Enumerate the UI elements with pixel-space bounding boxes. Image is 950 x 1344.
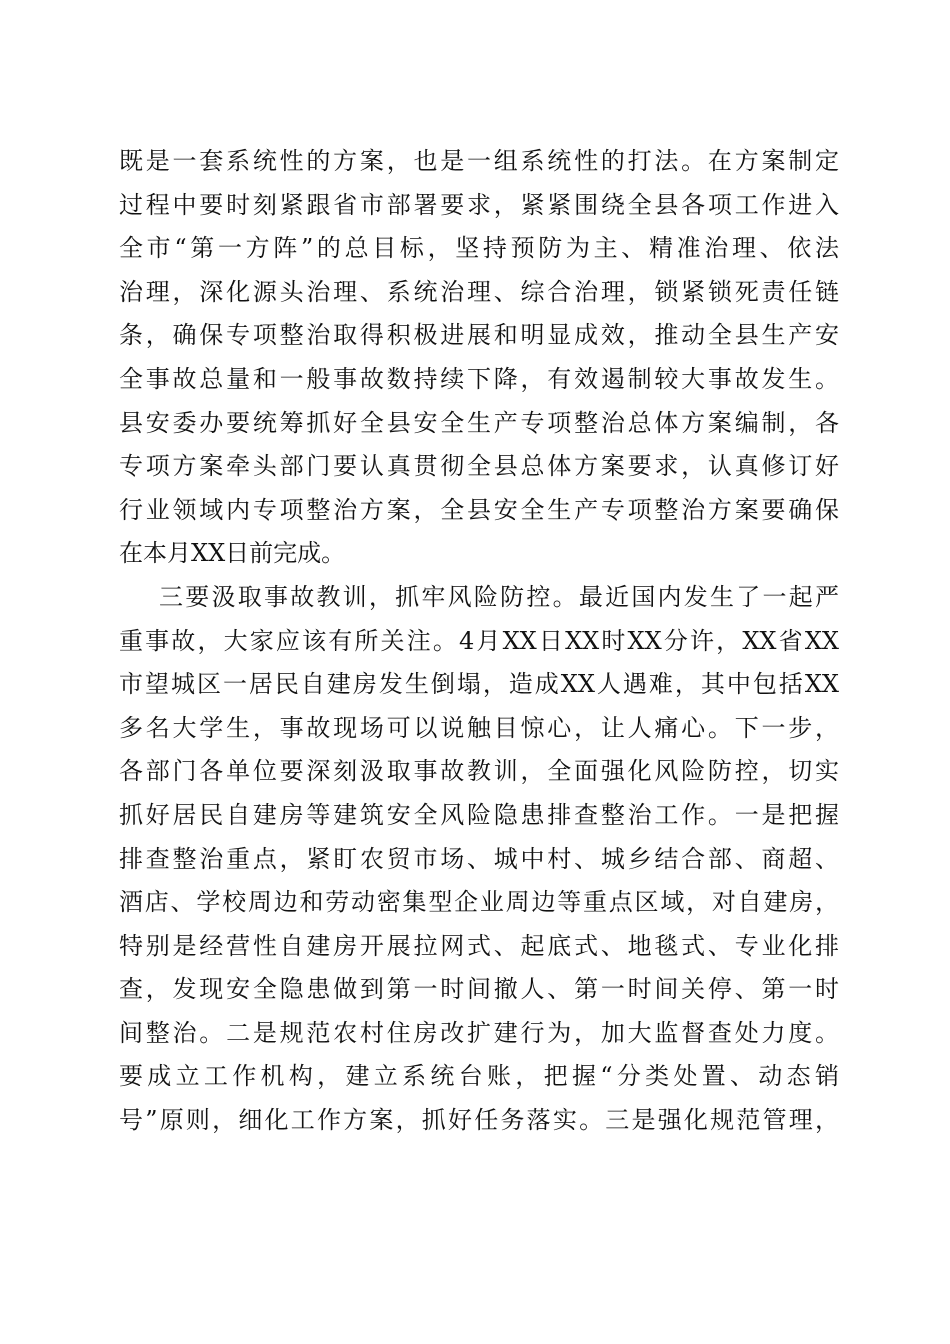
text-line: 既是一套系统性的方案，也是一组系统性的打法。在方案制定	[119, 147, 839, 175]
text-line: 特别是经营性自建房开展拉网式、起底式、地毯式、专业化排	[119, 931, 839, 960]
text-line: 治理，深化源头治理、系统治理、综合治理，锁紧锁死责任链	[119, 277, 839, 306]
text-line: 抓好居民自建房等建筑安全风险隐患排查整治工作。一是把握	[119, 800, 839, 829]
text-line: 行业领域内专项整治方案，全县安全生产专项整治方案要确保	[119, 495, 839, 524]
text-line: 多名大学生，事故现场可以说触目惊心，让人痛心。下一步，	[119, 713, 839, 742]
text-line: 查，发现安全隐患做到第一时间撤人、第一时间关停、第一时	[119, 975, 839, 1004]
text-line: 酒店、学校周边和劳动密集型企业周边等重点区域，对自建房，	[119, 888, 839, 917]
text-line: 排查整治重点，紧盯农贸市场、城中村、城乡结合部、商超、	[119, 844, 839, 873]
text-line: 要成立工作机构，建立系统台账，把握“分类处置、动态销	[119, 1062, 839, 1091]
text-line: 号”原则，细化工作方案，抓好任务落实。三是强化规范管理，	[119, 1106, 839, 1135]
text-line: 县安委办要统筹抓好全县安全生产专项整治总体方案编制，各	[119, 408, 839, 437]
text-line: 在本月XX日前完成。	[119, 539, 346, 568]
text-line: 专项方案牵头部门要认真贯彻全县总体方案要求，认真修订好	[119, 452, 839, 481]
body-text	[119, 140, 839, 1143]
text-line: 全事故总量和一般事故数持续下降，有效遏制较大事故发生。	[119, 364, 839, 393]
text-line: 间整治。二是规范农村住房改扩建行为，加大监督查处力度。	[119, 1018, 839, 1047]
text-line: 重事故，大家应该有所关注。4月XX日XX时XX分许，XX省XX	[119, 626, 839, 655]
text-line: 市望城区一居民自建房发生倒塌，造成XX人遇难，其中包括XX	[119, 670, 839, 699]
text-line: 各部门各单位要深刻汲取事故教训，全面强化风险防控，切实	[119, 757, 839, 786]
text-line: 全市“第一方阵”的总目标，坚持预防为主、精准治理、依法	[119, 234, 839, 263]
text-line: 条，确保专项整治取得积极进展和明显成效，推动全县生产安	[119, 321, 839, 350]
text-line: 过程中要时刻紧跟省市部署要求，紧紧围绕全县各项工作进入	[119, 190, 839, 219]
paragraph-first-line: 三要汲取事故教训，抓牢风险防控。最近国内发生了一起严	[159, 582, 839, 611]
